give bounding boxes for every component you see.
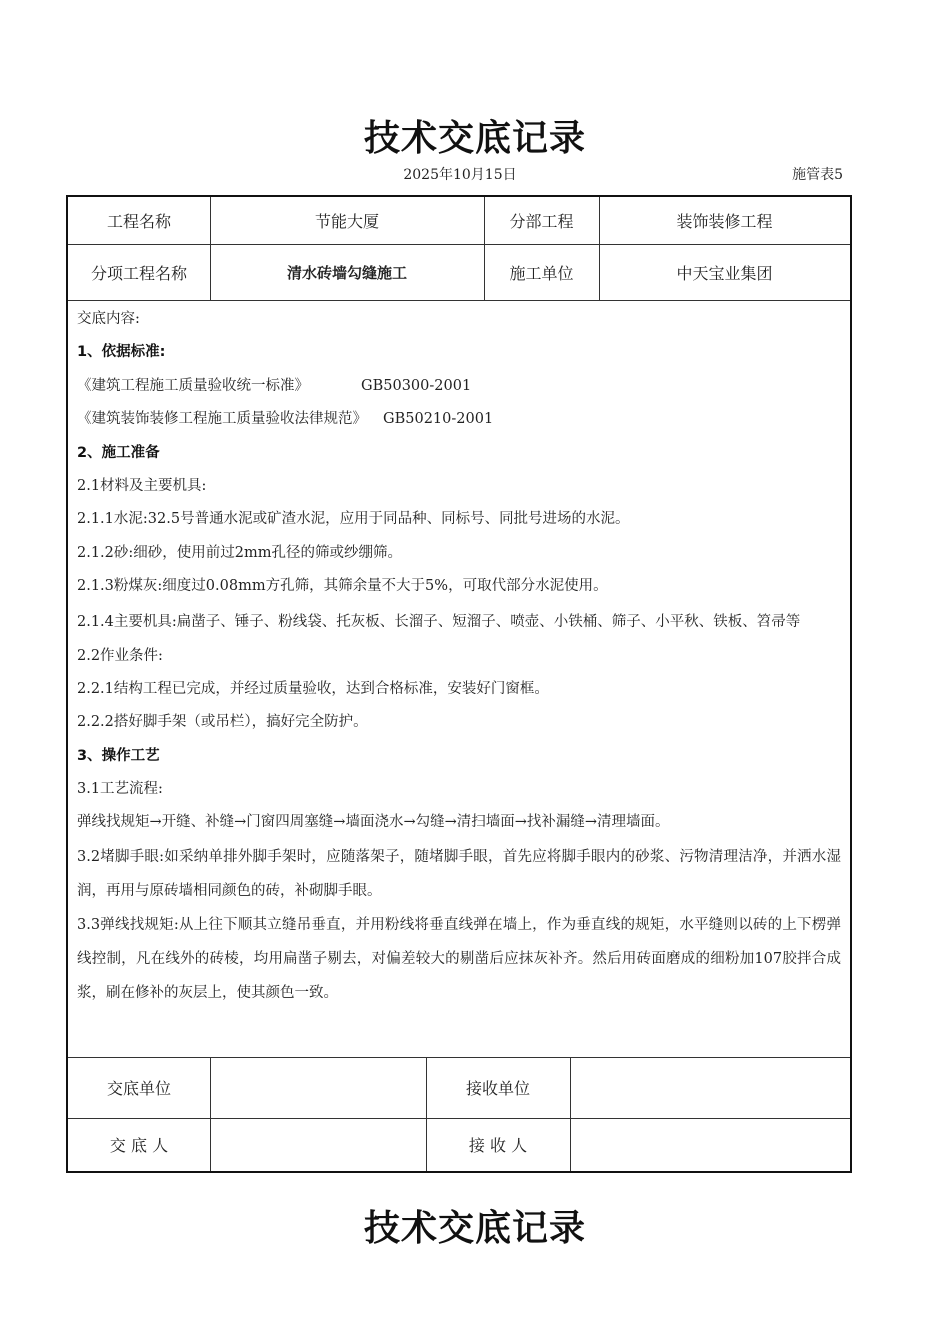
content-line: 2.1.1水泥:32.5号普通水泥或矿渣水泥，应用于同品种、同标号、同批号进场的水泥。 [77, 511, 630, 528]
content-paragraph: 3.3弹线找规矩:从上往下顺其立缝吊垂直，并用粉线将垂直线弹在墙上，作为垂直线的规矩，水平缝则以砖的上下楞弹线控制，凡在线外的砖棱，均用扁凿子剔去，对偏差较大的剔凿后应抹灰补齐。然后用砖面磨成的细粉加107胶拌合成浆，刷在修补的灰层上，使其颜色一致。 [77, 916, 841, 1001]
issuer-unit-field[interactable] [210, 1057, 426, 1118]
content-line: 2.2.1结构工程已完成，并经过质量验收，达到合格标准，安装好门窗框。 [77, 680, 549, 697]
receiver-unit-label: 接收单位 [465, 1079, 530, 1098]
content-line: 2.1材料及主要机具: [77, 477, 207, 494]
content-intro: 交底内容: [77, 311, 140, 327]
document-title: 技术交底记录 [363, 118, 586, 159]
receiver-field[interactable] [570, 1118, 850, 1171]
subitem-value: 清水砖墙勾缝施工 [286, 263, 407, 282]
content-paragraph: 3.2堵脚手眼:如采纳单排外脚手架时，应随落架子，随堵脚手眼，首先应将脚手眼内的砂浆、污物清理洁净，并洒水湿润，再用与原砖墙相同颜色的砖，补砌脚手眼。 [77, 848, 841, 899]
content-line: 2.1.2砂:细砂，使用前过2mm孔径的筛或纱绷筛。 [77, 544, 403, 561]
division-label: 分部工程 [509, 212, 574, 231]
section-heading: 2、施工准备 [77, 444, 160, 461]
standard-name: 《建筑装饰装修工程施工质量验收法律规范》 [77, 411, 367, 428]
section-heading: 1、依据标准: [77, 344, 166, 361]
content-paragraph: 2.1.4主要机具:扁凿子、锤子、粉线袋、托灰板、长溜子、短溜子、喷壶、小铁桶、筛子、小平秋、铁板、笤帚等 [77, 613, 801, 630]
document-date: 2025年10月15日 [403, 167, 517, 183]
next-page-title: 技术交底记录 [363, 1208, 586, 1249]
issuer-field[interactable] [210, 1118, 426, 1171]
content-line: 2.2.2搭好脚手架（或吊栏），搞好完全防护。 [77, 714, 368, 731]
issuer-unit-label: 交底单位 [106, 1079, 171, 1098]
standard-code: GB50300-2001 [361, 377, 472, 394]
receiver-label: 接 收 人 [468, 1136, 528, 1155]
standard-code: GB50210-2001 [383, 411, 494, 428]
content-line: 3.1工艺流程: [77, 781, 163, 798]
issuer-label: 交 底 人 [109, 1136, 169, 1155]
contractor-value: 中天宝业集团 [676, 263, 773, 283]
standard-item [77, 403, 841, 436]
subitem-label: 分项工程名称 [90, 263, 187, 283]
content-line: 2.2作业条件: [77, 647, 163, 664]
divider [68, 300, 850, 301]
project-name-label: 工程名称 [106, 212, 171, 231]
record-table [66, 195, 852, 1173]
project-name-value: 节能大厦 [314, 212, 379, 231]
standard-name: 《建筑工程施工质量验收统一标准》 [77, 377, 309, 394]
disclosure-content [77, 303, 841, 1010]
form-number: 施管表5 [792, 167, 843, 183]
receiver-unit-field[interactable] [570, 1057, 850, 1118]
content-line: 弹线找规矩→开缝、补缝→门窗四周塞缝→墙面浇水→勾缝→清扫墙面→找补漏缝→清理墙面。 [77, 814, 670, 831]
section-heading: 3、操作工艺 [77, 747, 160, 764]
division-value: 装饰装修工程 [676, 212, 773, 231]
contractor-label: 施工单位 [509, 263, 574, 283]
standard-item [77, 370, 841, 403]
content-line: 2.1.3粉煤灰:细度过0.08mm方孔筛，其筛余量不大于5%，可取代部分水泥使用。 [77, 578, 608, 595]
